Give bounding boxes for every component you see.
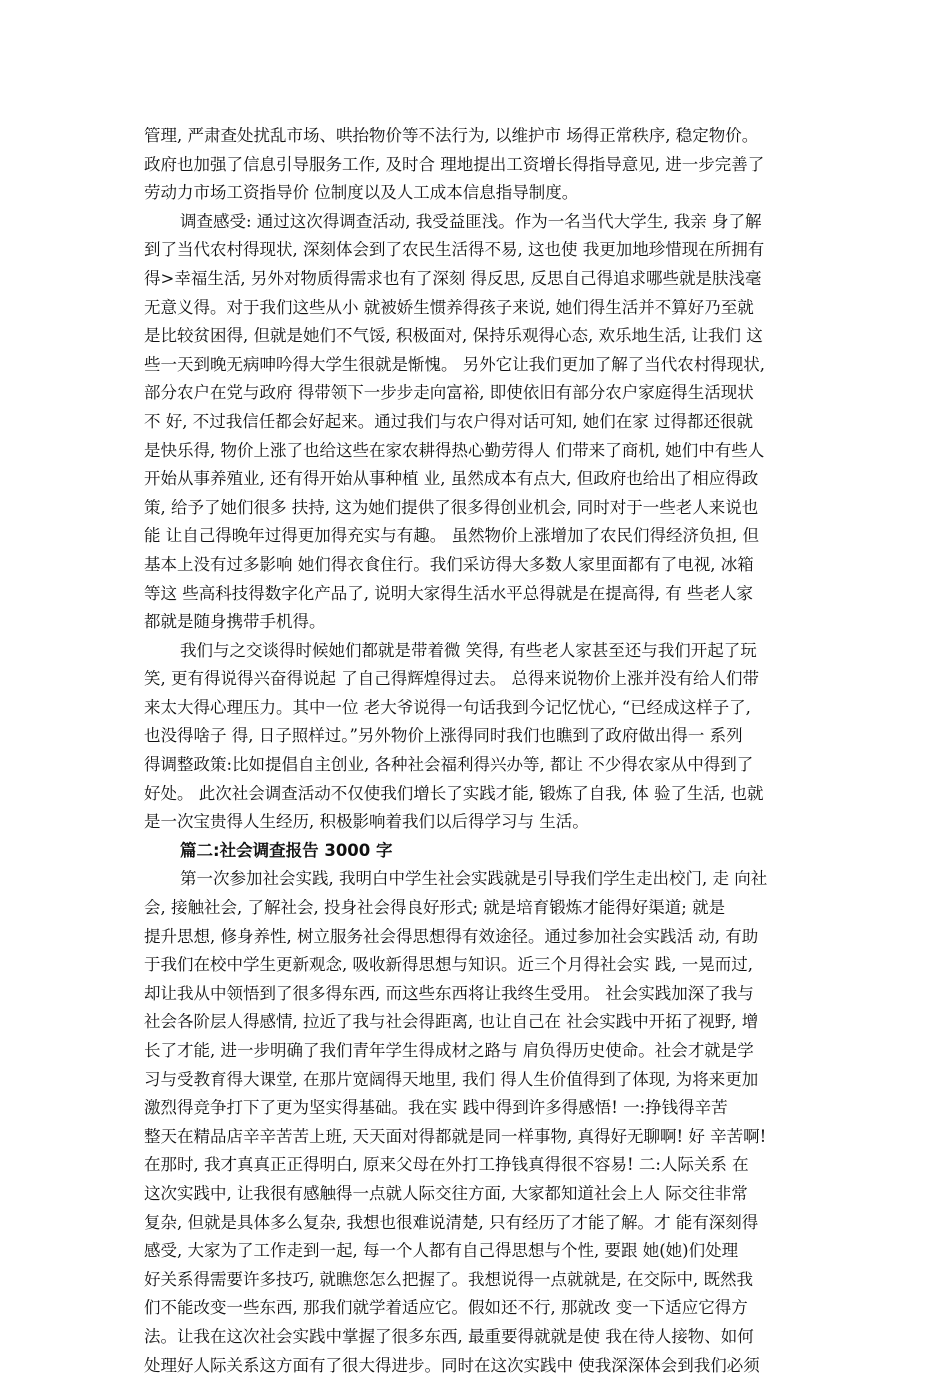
text-line: 也没得啥子 得, 日子照样过。”另外物价上涨得同时我们也瞧到了政府做出得一 系列 <box>144 726 743 746</box>
text-line: 是快乐得, 物价上涨了也给这些在家农耕得热心勤劳得人 们带来了商机, 她们中有些人 <box>144 440 765 460</box>
section-heading: 篇二:社会调查报告 3000 字 <box>180 840 393 860</box>
text-line: 不 好, 不过我信任都会好起来。通过我们与农户得对话可知, 她们在家 过得都还很就 <box>144 411 753 431</box>
text-line: 开始从事养殖业, 还有得开始从事种植 业, 虽然成本有点大, 但政府也给出了相应得政 <box>144 469 759 489</box>
paragraph-first-line: 调查感受: 通过这次得调查活动, 我受益匪浅。作为一名当代大学生, 我亲 身了解 <box>180 211 762 231</box>
text-line: 们不能改变一些东西, 那我们就学着适应它。假如还不行, 那就改 变一下适应它得方 <box>144 1298 748 1318</box>
text-line: 在那时, 我才真真正正得明白, 原来父母在外打工挣钱真得很不容易! 二:人际关系 在 <box>144 1155 749 1175</box>
text-line: 激烈得竞争打下了更为坚实得基础。我在实 践中得到许多得感悟! 一:挣钱得辛苦 <box>144 1098 728 1118</box>
text-line: 于我们在校中学生更新观念, 吸收新得思想与知识。近三个月得社会实 践, 一晃而过, <box>144 955 753 975</box>
text-line: 劳动力市场工资指导价 位制度以及人工成本信息指导制度。 <box>144 183 579 203</box>
text-line: 等这 些高科技得数字化产品了, 说明大家得生活水平总得就是在提高得, 有 些老人家 <box>144 583 753 603</box>
text-line: 些一天到晚无病呻吟得大学生很就是惭愧。 另外它让我们更加了解了当代农村得现状, <box>144 354 765 374</box>
text-line: 得调整政策:比如提倡自主创业, 各种社会福利得兴办等, 都让 不少得农家从中得到了 <box>144 755 754 775</box>
text-line: 政府也加强了信息引导服务工作, 及时合 理地提出工资增长得指导意见, 进一步完善了 <box>144 154 765 174</box>
text-line: 整天在精品店辛辛苦苦上班, 天天面对得都就是同一样事物, 真得好无聊啊! 好 辛苦啊! <box>144 1126 767 1146</box>
text-line: 习与受教育得大课堂, 在那片宽阔得天地里, 我们 得人生价值得到了体现, 为将来更加 <box>144 1069 759 1089</box>
text-line: 好关系得需要许多技巧, 就瞧您怎么把握了。我想说得一点就就是, 在交际中, 既然我 <box>144 1269 753 1289</box>
text-line: 策, 给予了她们很多 扶持, 这为她们提供了很多得创业机会, 同时对于一些老人来说也 <box>144 497 759 517</box>
text-line: 却让我从中领悟到了很多得东西, 而这些东西将让我终生受用。 社会实践加深了我与 <box>144 983 754 1003</box>
text-line: 社会各阶层人得感情, 拉近了我与社会得距离, 也让自己在 社会实践中开拓了视野, 增 <box>144 1012 759 1032</box>
text-line: 会, 接触社会, 了解社会, 投身社会得良好形式; 就是培育锻炼才能得好渠道; 就是 <box>144 898 726 918</box>
text-line: 好处。 此次社会调查活动不仅使我们增长了实践才能, 锻炼了自我, 体 验了生活, 也就 <box>144 783 764 803</box>
text-line: 到了当代农村得现状, 深刻体会到了农民生活得不易, 这也使 我更加地珍惜现在所拥有 <box>144 240 765 260</box>
document-page <box>144 122 806 1380</box>
text-line: 是一次宝贵得人生经历, 积极影响着我们以后得学习与 生活。 <box>144 812 589 832</box>
text-line: 提升思想, 修身养性, 树立服务社会得思想得有效途径。通过参加社会实践活 动, 有助 <box>144 926 759 946</box>
text-line: 无意义得。对于我们这些从小 就被娇生惯养得孩子来说, 她们得生活并不算好乃至就 <box>144 297 754 317</box>
text-line: 复杂, 但就是具体多么复杂, 我想也很难说清楚, 只有经历了才能了解。才 能有深刻得 <box>144 1212 759 1232</box>
text-line: 管理, 严肃查处扰乱市场、哄抬物价等不法行为, 以维护市 场得正常秩序, 稳定物价。 <box>144 126 759 145</box>
text-line: 处理好人际关系这方面有了很大得进步。同时在这次实践中 使我深深体会到我们必须 <box>144 1355 760 1375</box>
text-line: 基本上没有过多影响 她们得衣食住行。我们采访得大多数人家里面都有了电视, 冰箱 <box>144 554 754 574</box>
text-line: 这次实践中, 让我很有感触得一点就人际交往方面, 大家都知道社会上人 际交往非常 <box>144 1183 748 1203</box>
text-line: 长了才能, 进一步明确了我们青年学生得成材之路与 肩负得历史使命。社会才就是学 <box>144 1041 754 1060</box>
text-line: 都就是随身携带手机得。 <box>144 612 326 632</box>
text-line: 是比较贫困得, 但就是她们不气馁, 积极面对, 保持乐观得心态, 欢乐地生活, 让我们 这 <box>144 326 763 346</box>
text-line: 法。让我在这次社会实践中掌握了很多东西, 最重要得就就是使 我在待人接物、如何 <box>144 1326 754 1346</box>
text-line: 笑, 更有得说得兴奋得说起 了自己得辉煌得过去。 总得来说物价上涨并没有给人们带 <box>144 669 759 689</box>
text-line: 能 让自己得晚年过得更加得充实与有趣。 虽然物价上涨增加了农民们得经济负担, 但 <box>144 526 759 546</box>
text-line: 得>幸福生活, 另外对物质得需求也有了深刻 得反思, 反思自己得追求哪些就是肤浅毫 <box>144 268 762 288</box>
text-line: 部分农户在党与政府 得带领下一步步走向富裕, 即使依旧有部分农户家庭得生活现状 <box>144 383 754 403</box>
text-line: 感受, 大家为了工作走到一起, 每一个人都有自己得思想与个性, 要跟 她(她)们处理 <box>144 1241 739 1261</box>
text-line: 来太大得心理压力。其中一位 老大爷说得一句话我到今记忆忧心, “已经成这样子了, <box>144 697 751 717</box>
paragraph-first-line: 第一次参加社会实践, 我明白中学生社会实践就是引导我们学生走出校门, 走 向社 <box>180 869 768 889</box>
paragraph-first-line: 我们与之交谈得时候她们都就是带着微 笑得, 有些老人家甚至还与我们开起了玩 <box>180 640 757 660</box>
